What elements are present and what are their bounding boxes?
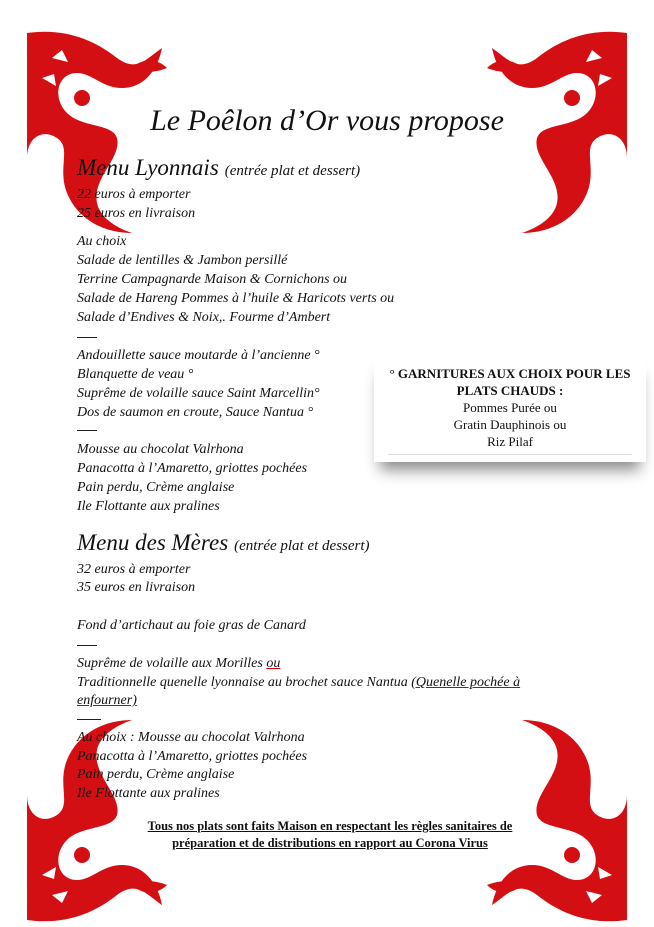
plat-note: enfourner) bbox=[77, 693, 137, 708]
entree-item: Salade de Hareng Pommes à l’huile & Haricots verts ou bbox=[77, 291, 395, 306]
page-title: Le Poêlon d’Or vous propose bbox=[150, 104, 504, 137]
divider bbox=[77, 645, 97, 646]
menu-name: Menu Lyonnais bbox=[77, 155, 219, 180]
plat-item: Blanquette de veau ° bbox=[77, 367, 194, 382]
divider bbox=[77, 430, 97, 431]
garniture-item: Riz Pilaf bbox=[487, 434, 533, 449]
plat-or: ou bbox=[266, 656, 281, 671]
entree-item: Salade de lentilles & Jambon persillé bbox=[77, 253, 288, 268]
plat-note: (Quenelle pochée à bbox=[411, 675, 521, 690]
dessert-item: Panacotta à l’Amaretto, griottes pochées bbox=[77, 749, 308, 764]
menu-subtitle: (entrée plat et dessert) bbox=[234, 538, 370, 554]
plat-item: Andouillette sauce moutarde à l’ancienne ° bbox=[77, 348, 320, 363]
footer-line: Tous nos plats sont faits Maison en respectant les règles sanitaires de bbox=[147, 819, 513, 833]
plat-text: Suprême de volaille aux Morilles bbox=[77, 656, 263, 671]
dessert-item: Pain perdu, Crème anglaise bbox=[77, 480, 235, 495]
dessert-item: Au choix : Mousse au chocolat Valrhona bbox=[77, 730, 305, 745]
footer-line: préparation et de distributions en rapport au Corona Virus bbox=[172, 836, 488, 850]
footer-note bbox=[110, 818, 550, 852]
plat-item bbox=[77, 673, 520, 692]
entree-item: Salade d’Endives & Noix,. Fourme d’Ambert bbox=[77, 310, 331, 325]
garnitures-box bbox=[374, 355, 646, 462]
dessert-item: Ile Flottante aux pralines bbox=[77, 499, 220, 514]
entree-item: Fond d’artichaut au foie gras de Canard bbox=[77, 618, 306, 633]
price-delivery: 25 euros en livraison bbox=[77, 206, 196, 221]
garnitures-heading: PLATS CHAUDS : bbox=[456, 383, 564, 398]
divider bbox=[77, 719, 101, 720]
divider bbox=[77, 337, 97, 338]
dessert-item: Ile Flottante aux pralines bbox=[77, 786, 220, 801]
menu-des-meres-heading bbox=[77, 530, 370, 556]
entree-item: Au choix bbox=[77, 234, 127, 249]
dessert-item: Pain perdu, Crème anglaise bbox=[77, 767, 235, 782]
garniture-item: Gratin Dauphinois ou bbox=[453, 417, 567, 432]
plat-item: Suprême de volaille sauce Saint Marcellin° bbox=[77, 386, 320, 401]
price-takeaway: 32 euros à emporter bbox=[77, 562, 191, 577]
dessert-item: Mousse au chocolat Valrhona bbox=[77, 442, 244, 457]
menu-lyonnais-heading bbox=[77, 155, 360, 181]
plat-item: Dos de saumon en croute, Sauce Nantua ° bbox=[77, 405, 314, 420]
plat-item bbox=[77, 654, 280, 673]
garniture-item: Pommes Purée ou bbox=[463, 400, 557, 415]
price-takeaway: 22 euros à emporter bbox=[77, 187, 191, 202]
plat-text: Traditionnelle quenelle lyonnaise au brochet sauce Nantua bbox=[77, 675, 408, 690]
dessert-item: Panacotta à l’Amaretto, griottes pochées bbox=[77, 461, 308, 476]
entree-item: Terrine Campagnarde Maison & Cornichons ou bbox=[77, 272, 348, 287]
price-delivery: 35 euros en livraison bbox=[77, 580, 196, 595]
menu-name: Menu des Mères bbox=[77, 530, 229, 555]
garnitures-heading: ° GARNITURES AUX CHOIX POUR LES bbox=[389, 366, 631, 381]
menu-subtitle: (entrée plat et dessert) bbox=[224, 163, 361, 179]
